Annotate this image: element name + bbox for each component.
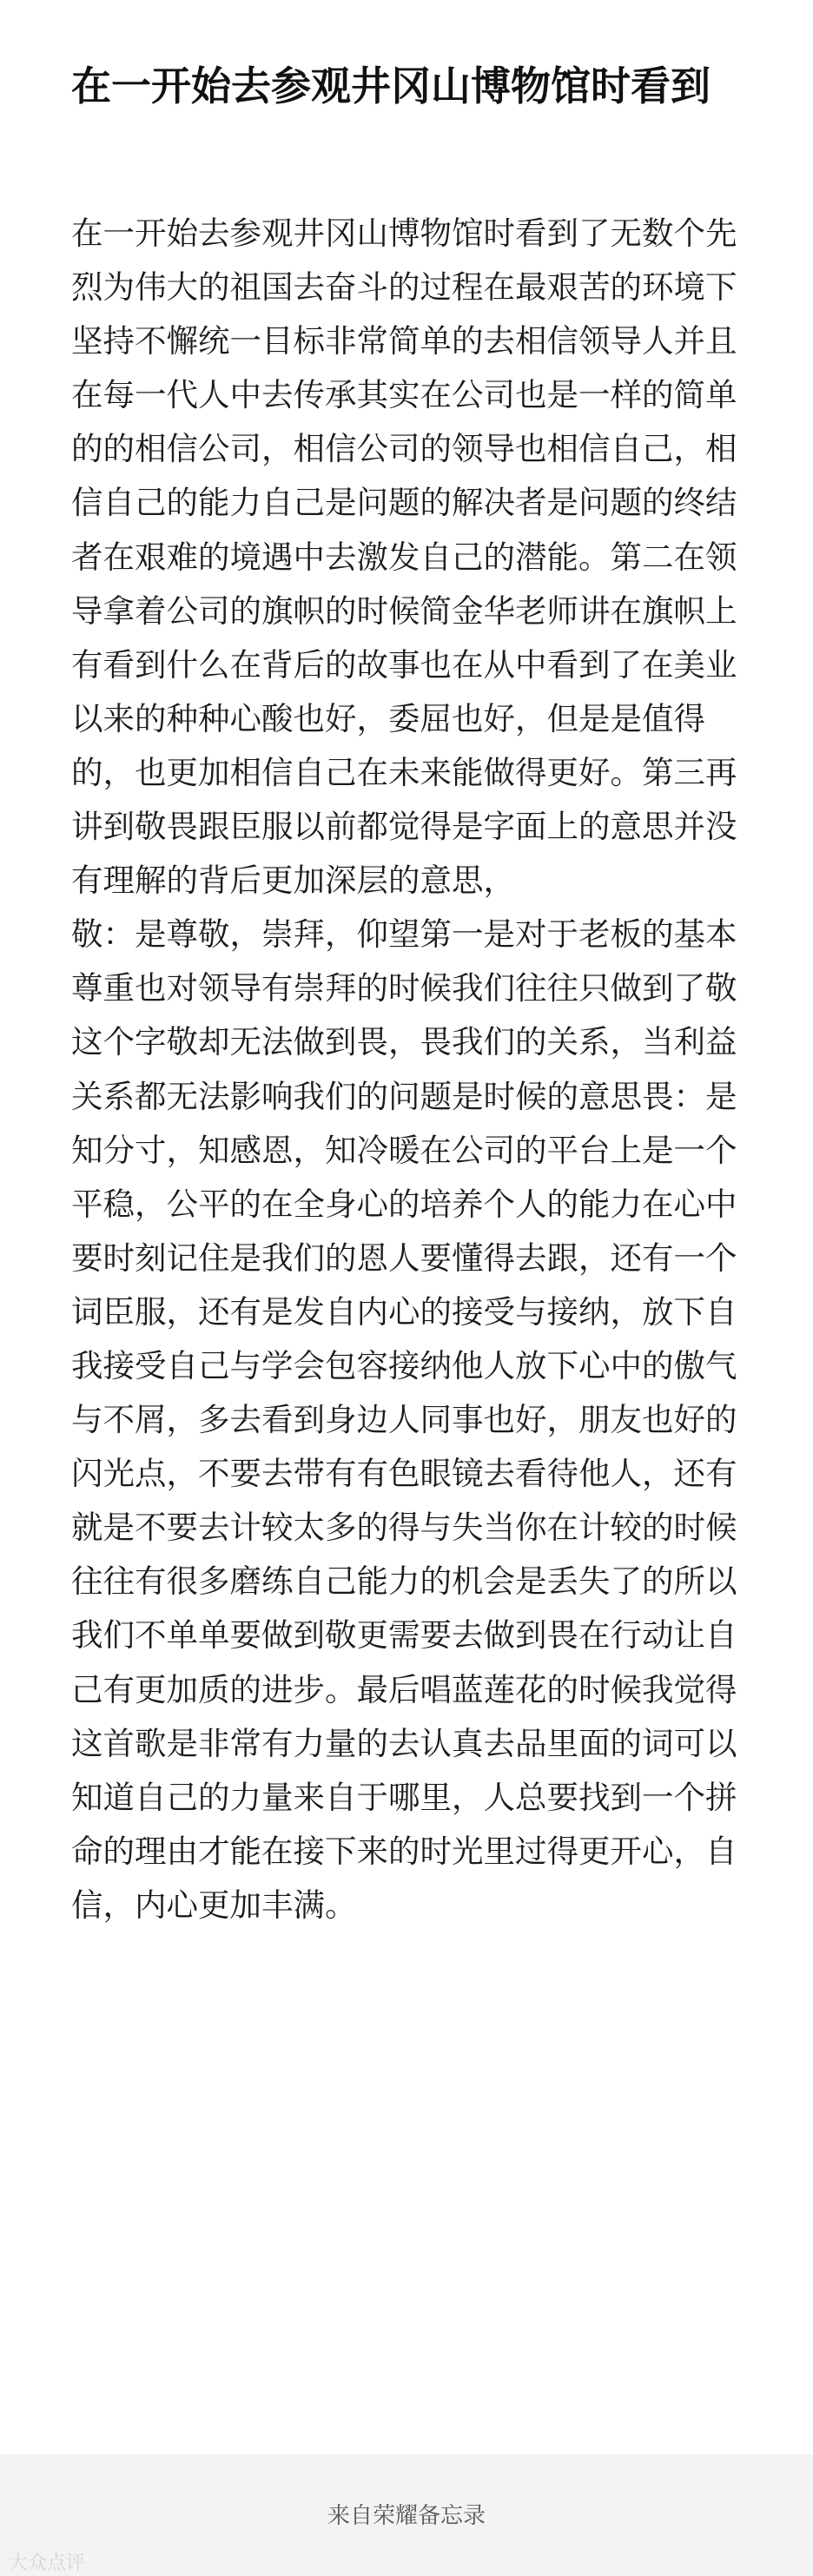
note-title: 在一开始去参观井冈山博物馆时看到 (71, 63, 711, 109)
footer (0, 2454, 813, 2576)
watermark: 大众点评 (9, 2553, 86, 2574)
source-label: 来自荣耀备忘录 (327, 2503, 486, 2529)
note-body: 在一开始去参观井冈山博物馆时看到了无数个先烈为伟大的祖国去奋斗的过程在最艰苦的环境下坚持不懈统一目标非常简单的去相信领导人并且在每一代人中去传承其实在公司也是一样的简单的的相信公司，相信公司的领导也相信自己，相信自己的能力自己是问题的解决者是问题的终结者在艰难的境遇中去激发自己的潜能。第二在领导拿着公司的旗帜的时候简金华老师讲在旗帜上有看到什么在背后的故事也在从中看到了在美业以来的种种心酸也好，委屈也好，但是是值得的，也更加相信自己在未来能做得更好。第三再讲到敬畏跟臣服以前都觉得是字面上的意思并没有理解的背后更加深层的意思， 敬：是尊敬，崇拜，仰望第一是对于老板的基本尊重也对领导有崇拜的时候我们往往只做到了敬这个字敬却无法做到畏，畏我们的关系，当利益关系都无法影响我们的问题是时候的意思畏：是知分寸，知感恩，知冷暖在公司的平台上是一个平稳，公平的在全身心的培养个人的能力在心中要时刻记住是我们的恩人要懂得去跟，还有一个词臣服，还有是发自内心的接受与接纳，放下自我接受自己与学会包容接纳他人放下心中的傲气与不屑，多去看到身边人同事也好，朋友也好的闪光点，不要去带有有色眼镜去看待他人，还有就是不要去计较太多的得与失当你在计较的时候往往有很多磨练自己能力的机会是丢失了的所以我们不单单要做到敬更需要去做到畏在行动让自己有更加质的进步。最后唱蓝莲花的时候我觉得这首歌是非常有力量的去认真去品里面的词可以知道自己的力量来自于哪里，人总要找到一个拼命的理由才能在接下来的时光里过得更开心，自信，内心更加丰满。 (71, 215, 737, 1924)
